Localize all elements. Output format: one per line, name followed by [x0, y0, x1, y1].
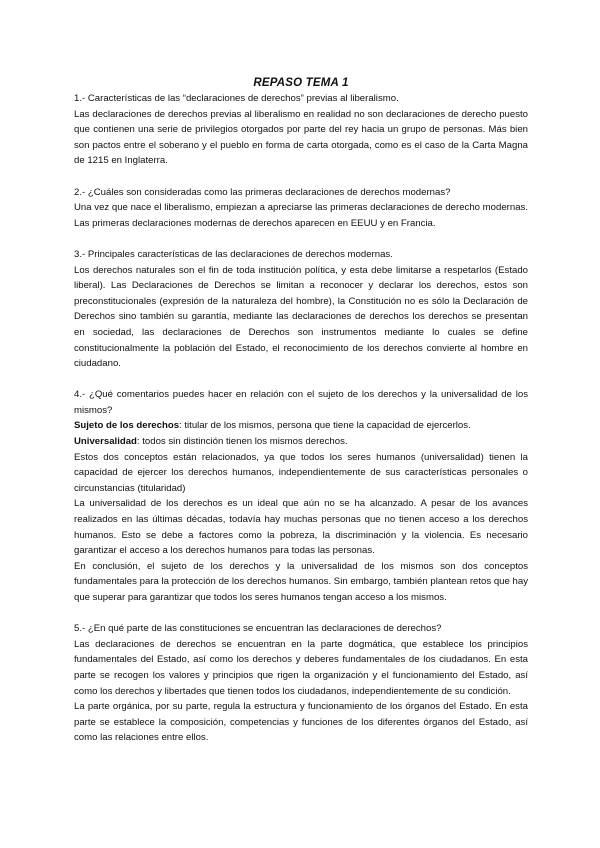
definition-term: Sujeto de los derechos	[74, 420, 180, 432]
section-question: 2.- ¿Cuáles son consideradas como las primeras declaraciones de derechos modernas?	[74, 186, 451, 198]
section-5	[74, 621, 528, 746]
section-paragraph: En conclusión, el sujeto de los derechos y la universalidad de los mismos son dos conceptos fundamentales para la protección de los derechos humanos. Sin embargo, también plantean retos que hay que superar para garantizar que todos los seres humanos tengan acceso a los mismos.	[74, 560, 528, 603]
definition-subject	[74, 418, 528, 434]
section-paragraph: Las declaraciones de derechos se encuentran en la parte dogmática, que establece los principios fundamentales del Estado, así como los derechos y deberes fundamentales de los ciudadanos. En esta parte se recogen los valores y principios que rigen la organización y el funcionamiento del Estado, así como los derechos y libertades que tienen todos los ciudadanos, independientemente de su condición.	[74, 638, 528, 697]
section-4	[74, 387, 528, 605]
section-paragraph: Los derechos naturales son el fin de toda institución política, y esta debe limitarse a respetarlos (Estado liberal). Las Declaraciones de Derechos se limitan a reconocer y declarar los derechos, estos son preconstitucionales (expresión de la naturaleza del hombre), la Constitución no es sólo la Declaración de Derechos sino también su garantía, mediante las declaraciones de derechos los derechos se presentan en sociedad, las declaraciones de Derechos son instrumentos mediante lo cuales se define constitucionalmente la población del Estado, el reconocimiento de los derechos convierte al hombre en ciudadano.	[74, 264, 528, 370]
definition-universality	[74, 434, 528, 450]
section-paragraph: Las declaraciones de derechos previas al liberalismo en realidad no son declaraciones de derecho puesto que contienen una serie de privilegios otorgados por parte del rey hacia un grupo de personas. Más bien son pactos entre el soberano y el pueblo en forma de carta otorgada, como es el caso de la Carta Magna de 1215 en Inglaterra.	[74, 108, 528, 167]
section-2	[74, 185, 528, 232]
definition-text: : titular de los mismos, persona que tiene la capacidad de ejercerlos.	[179, 420, 471, 432]
document-title: REPASO TEMA 1	[253, 77, 349, 89]
section-question: 1.- Características de las “declaraciones de derechos” previas al liberalismo.	[74, 93, 399, 104]
section-1	[74, 91, 528, 169]
section-paragraph: Estos dos conceptos están relacionados, ya que todos los seres humanos (universalidad) tienen la capacidad de ejercer los derechos humanos, independientemente de sus características personales o circunstancias (titularidad)	[74, 451, 528, 494]
section-paragraph: Una vez que nace el liberalismo, empiezan a apreciarse las primeras declaraciones de derecho modernas. Las primeras declaraciones modernas de derechos aparecen en EEUU y en Francia.	[74, 202, 528, 229]
section-3	[74, 247, 528, 372]
section-question: 3.- Principales características de las declaraciones de derechos modernas.	[74, 248, 393, 260]
definition-term: Universalidad	[74, 436, 137, 448]
section-question: 4.- ¿Qué comentarios puedes hacer en relación con el sujeto de los derechos y la universalidad de los mismos?	[74, 389, 528, 416]
section-paragraph: La parte orgánica, por su parte, regula la estructura y funcionamiento de los órganos del Estado. En esta parte se establece la composición, competencias y funciones de los diferentes órganos del Estado, así como las relaciones entre ellos.	[74, 701, 528, 744]
section-paragraph: La universalidad de los derechos es un ideal que aún no se ha alcanzado. A pesar de los avances realizados en las últimas décadas, todavía hay muchas personas que no tienen acceso a los derechos humanos. Esto se debe a factores como la pobreza, la discriminación y la violencia. Es necesario garantizar el acceso a los derechos humanos para todas las personas.	[74, 498, 528, 557]
section-question: 5.- ¿En qué parte de las constituciones se encuentran las declaraciones de derechos?	[74, 623, 442, 635]
definition-text: : todos sin distinción tienen los mismos derechos.	[136, 436, 348, 448]
